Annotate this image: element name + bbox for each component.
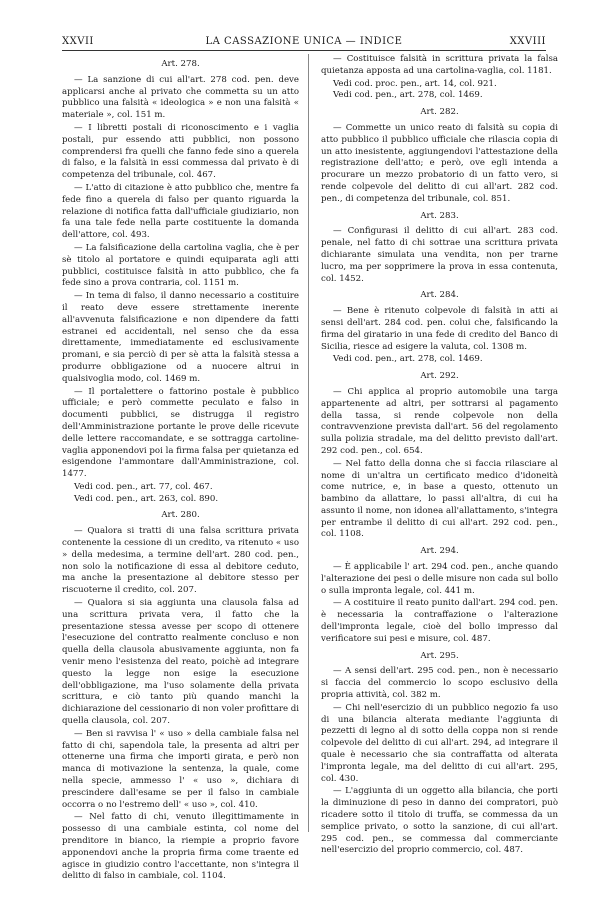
index-entry: — Nel fatto di chi, venuto illegittimamente in possesso di una cambiale estinta, col nome del prenditore in bianco, la riempie a proprio favore apponendovi anche la propria firma come traente ed agisce in giudizio contro l'accettante, non s'integra il delitto di falso in cambiale, col. 1104. — [62, 812, 299, 882]
index-entry: — Commette un unico reato di falsità su copia di atto pubblico il pubblico ufficiale che rilascia copia di un atto inesistente, aggiungendovi l'attestazione della registrazione dell'atto; e però, ove egli intenda a procurare un mezzo probatorio di un fatto vero, si rende colpevole del delitto di cui all'art. 282 cod. pen., di competenza del tribunale, col. 851. — [321, 122, 558, 204]
article-heading: Art. 292. — [420, 371, 459, 382]
index-entry: — Chi applica al proprio automobile una targa appartenente ad altri, per sottrarsi al pagamento della tassa, si rende colpevole non della contravvenzione prevista dall'art. 56 del regolamento sulla polizia stradale, ma del delitto previsto dall'art. 292 cod. pen., col. 654. — [321, 386, 558, 456]
left-page-number: XXVII — [62, 36, 94, 47]
index-entry: — A costituire il reato punito dall'art. 294 cod. pen. è necessaria la contraffazione o l'alterazione dell'impronta legale, cioè del bollo impresso dal verificatore sui pesi e misure, col. 487. — [321, 598, 558, 644]
cross-reference: Vedi cod. pen., art. 77, col. 467. — [74, 481, 213, 492]
index-entry: — L'aggiunta di un oggetto alla bilancia, che porti la diminuzione di peso in danno dei compratori, può ricadere sotto il titolo di truffa, se commessa da un semplice privato, o sotto la sanzione, di cui all'art. 295 cod. pen., se commessa dal commerciante nell'esercizio del proprio commercio, col. 487. — [321, 786, 558, 856]
column-divider — [308, 54, 309, 832]
article-heading: Art. 283. — [420, 210, 459, 221]
right-page-number: XXVIII — [509, 36, 546, 47]
index-entry: — Bene è ritenuto colpevole di falsità in atti ai sensi dell'art. 284 cod. pen. colui che, falsificando la firma del giratario in una fede di credito del Banco di Sicilia, riesce ad esigere la valuta, col. 1308 m. — [321, 306, 558, 352]
cross-reference: Vedi cod. pen., art. 263, col. 890. — [74, 493, 219, 504]
article-heading: Art. 284. — [420, 290, 459, 301]
index-entry: — Il portalettere o fattorino postale è pubblico ufficiale; e però commette peculato e falso in documenti pubblici, se distrugga il registro dell'Amministrazione portante le prove delle ricevute delle lettere raccomandate, e se sottragga cartoline-vaglia apponendovi poi la firma falsa per quietanza ed esigendone l'ammontare dall'Amministrazione, col. 1477. — [62, 386, 299, 480]
cross-reference: Vedi cod. pen., art. 278, col. 1469. — [333, 354, 483, 365]
index-entry: — Nel fatto della donna che si faccia rilasciare al nome di un'altra un certificato medico d'idoneità come nutrice, e, in base a questo, ottenuto un bambino da allattare, lo passi all'altra, di cui ha assunto il nome, non idonea all'allattamento, s'integra per entrambe il delitto di cui all'art. 292 cod. pen., col. 1108. — [321, 458, 558, 540]
left-column — [62, 54, 299, 884]
article-heading: Art. 282. — [420, 107, 459, 118]
index-entry: — Configurasi il delitto di cui all'art. 283 cod. penale, nel fatto di chi sottrae una scrittura privata dichiarante simulata una vendita, non per trarne lucro, ma per sopprimere la prova in essa contenuta, col. 1452. — [321, 226, 558, 284]
index-entry: — È applicabile l' art. 294 cod. pen., anche quando l'alterazione dei pesi o delle misure non cada sul bollo o sulla impronta legale, col. 441 m. — [321, 562, 558, 596]
index-entry: — In tema di falso, il danno necessario a costituire il reato deve essere strettamente inerente all'avvenuta falsificazione e non dipendere da fatti estranei ed accidentali, nel senso che da essa direttamente, immediatamente ed esclusivamente promani, e sia perciò di per sè atta la falsità stessa a produrre obbligazione od a nuocere altrui in qualsivoglia modo, col. 1469 m. — [62, 291, 299, 384]
cross-reference: Vedi cod. pen., art. 278, col. 1469. — [333, 90, 483, 101]
index-entry: — Costituisce falsità in scrittura privata la falsa quietanza apposta ad una cartolina-vaglia, col. 1181. — [321, 54, 558, 76]
index-entry: — Qualora si sia aggiunta una clausola falsa ad una scrittura privata vera, il fatto che la presentazione stessa avesse per scopo di ottenere l'esecuzione del contratto realmente concluso e non quella della clausola abusivamente aggiunta, non fa venir meno l'esistenza del reato, poichè ad integrare questo la legge non esige la esecuzione dell'obbligazione, ma l'uso solamente della privata scrittura, e ciò tanto più quando manchi la dichiarazione del cessionario di non voler profittare di quella clausola, col. 207. — [62, 598, 300, 727]
article-heading: Art. 294. — [420, 546, 459, 557]
header-rule — [62, 50, 546, 51]
article-heading: Art. 295. — [420, 650, 459, 661]
cross-reference: Vedi cod. proc. pen., art. 14, col. 921. — [333, 78, 497, 89]
page-header — [62, 36, 546, 50]
article-heading: Art. 280. — [161, 510, 200, 521]
running-title: LA CASSAZIONE UNICA — INDICE — [205, 36, 403, 47]
index-entry: — I libretti postali di riconoscimento e i vaglia postali, pur essendo atti pubblici, non possono comprendersi fra quelli che fanno fede sino a querela di falso, e la falsità in essi commessa dal privato è di competenza del tribunale, col. 467. — [62, 122, 299, 181]
index-entry: — Ben si ravvisa l' « uso » della cambiale falsa nel fatto di chi, sapendola tale, la presenta ad altri per ottenerne una firma che importi girata, e però non manca di motivazione la sentenza, la quale, come nella specie, ammesso l' « uso », dichiara di prescindere dall'esame se per il falso in cambiale occorra o no l'estremo dell' « uso », col. 410. — [62, 728, 299, 810]
index-entry: — La sanzione di cui all'art. 278 cod. pen. deve applicarsi anche al privato che commetta su un atto pubblico una falsità « ideologica » e non una falsità « materiale », col. 151 m. — [62, 74, 299, 121]
index-entry: — Chi nell'esercizio di un pubblico negozio fa uso di una bilancia alterata mediante l'aggiunta di pezzetti di legno al di sotto della coppa non si rende colpevole del delitto di cui all'art. 294, ad integrare il quale è necessario che sia contraffatta od alterata l'impronta legale, ma del delitto di cui all'art. 295, col. 430. — [321, 702, 558, 784]
index-entry: — Qualora si tratti di una falsa scrittura privata contenente la cessione di un credito, va ritenuto « uso » della medesima, a termine dell'art. 280 cod. pen., non solo la notificazione di essa al debitore ceduto, ma anche la presentazione al debitore stesso per riscuoterne il credito, col. 207. — [62, 526, 299, 596]
index-entry: — A sensi dell'art. 295 cod. pen., non è necessario si faccia del commercio lo scopo esclusivo della propria attività, col. 382 m. — [321, 666, 558, 701]
right-column — [321, 54, 558, 858]
index-entry: — La falsificazione della cartolina vaglia, che è per sè titolo al portatore e quindi equiparata agli atti pubblici, costituisce falsità in atto pubblico, che fa fede sino a prova contraria, col. 1151 m. — [62, 242, 299, 289]
index-entry: — L'atto di citazione è atto pubblico che, mentre fa fede fino a querela di falso per quanto riguarda la relazione di notifica fatta dall'ufficiale giudiziario, non fa una tale fede nella parte costituente la domanda dell'attore, col. 493. — [62, 182, 299, 241]
article-heading: Art. 278. — [161, 59, 200, 69]
